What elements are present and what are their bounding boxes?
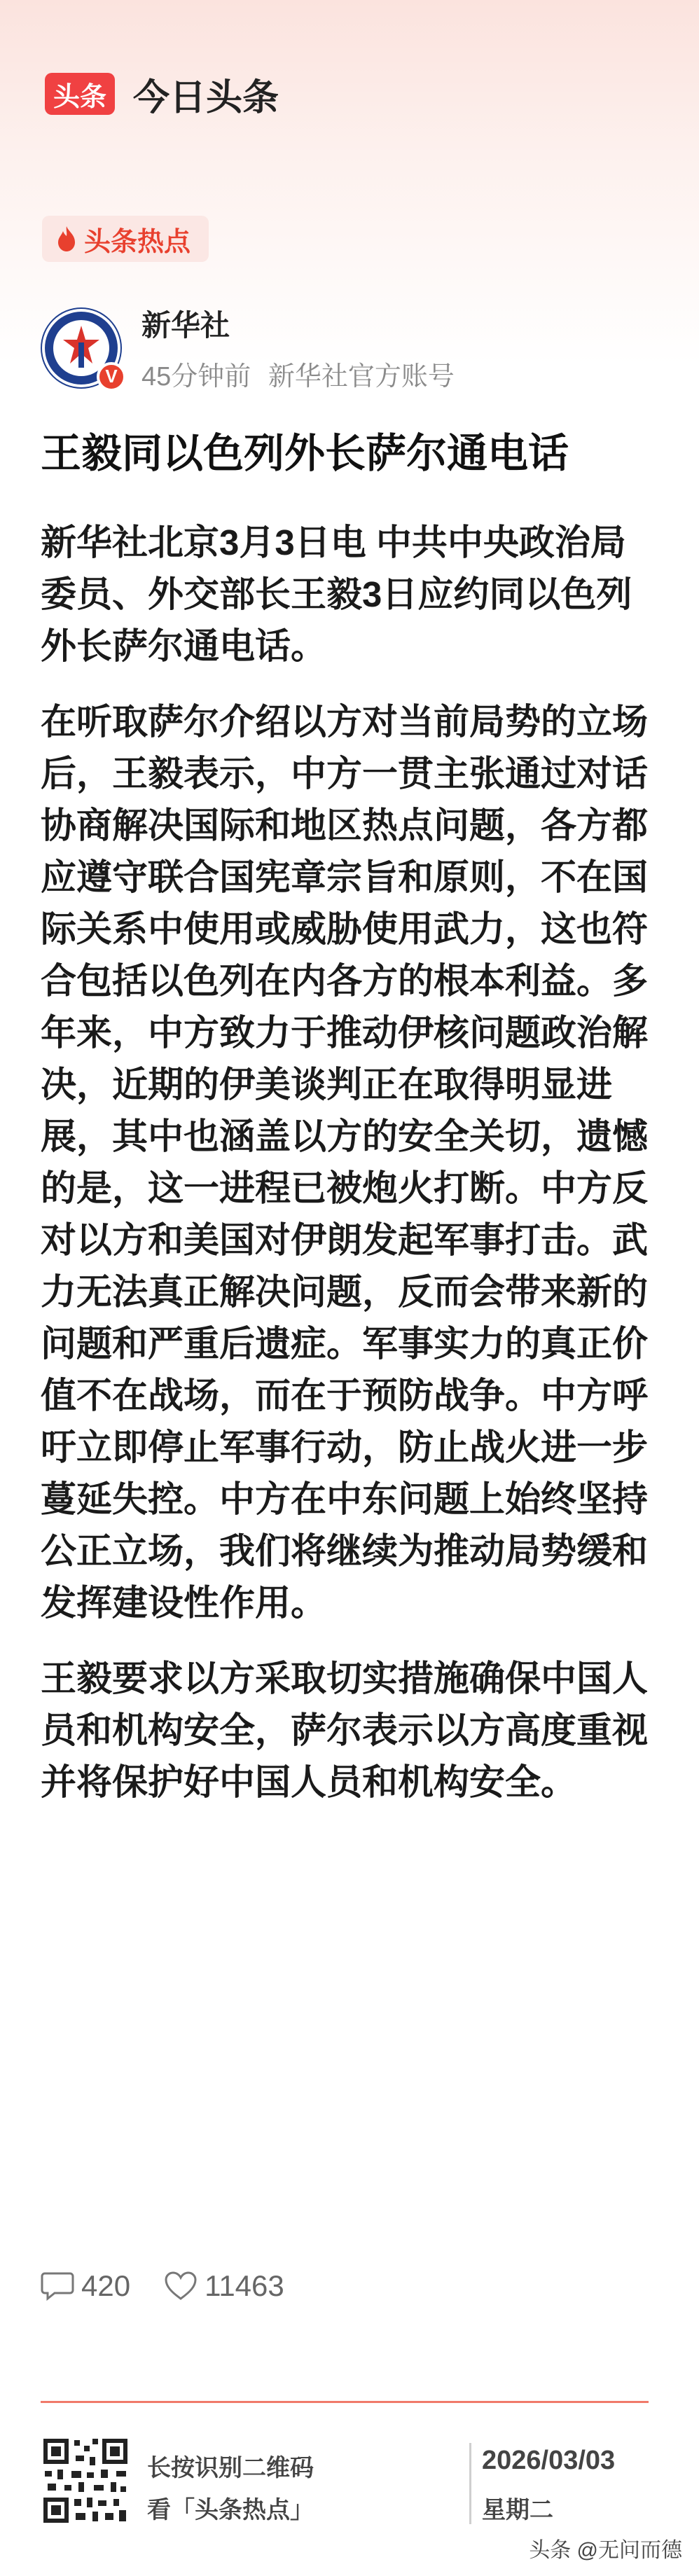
like-count: 11463 (205, 2269, 284, 2302)
article-body (41, 517, 657, 1832)
qr-source: 看「头条热点」 (147, 2497, 314, 2523)
author-block[interactable] (41, 303, 455, 393)
author-meta (141, 354, 455, 393)
article-title: 王毅同以色列外长萨尔通电话 (41, 431, 569, 476)
footer-weekday: 星期二 (482, 2497, 553, 2523)
qr-hint: 长按识别二维码 (147, 2455, 314, 2481)
hot-topic-tag[interactable] (42, 216, 209, 262)
app-name: 今日头条 (133, 77, 279, 118)
article-paragraph: 在听取萨尔介绍以方对当前局势的立场后，王毅表示，中方一贯主张通过对话协商解决国际和地区热点问题，各方都应遵守联合国宪章宗旨和原则，不在国际关系中使用或威胁使用武力，这也符合包括以色列在内各方的根本利益。多年来，中方致力于推动伊核问题政治解决，近期的伊美谈判正在取得明显进展，其中也涵盖以方的安全关切，遗憾的是，这一进程已被炮火打断。中方反对以方和美国对伊朗发起军事打击。武力无法真正解决问题，反而会带来新的问题和严重后遗症。军事实力的真正价值不在战场，而在于预防战争。中方呼吁立即停止军事行动，防止战火进一步蔓延失控。中方在中东问题上始终坚持公正立场，我们将继续为推动局势缓和发挥建设性作用。 (41, 702, 649, 1623)
action-bar (41, 2269, 318, 2303)
post-time: 45分钟前 (141, 362, 251, 392)
author-name[interactable]: 新华社 (141, 309, 230, 342)
app-header (45, 67, 279, 120)
article-paragraph: 新华社北京3月3日电 中共中央政治局委员、外交部长王毅3日应约同以色列外长萨尔通电话。 (41, 522, 632, 666)
verified-badge: V (97, 362, 126, 392)
watermark: 头条 @无问而德 (529, 2539, 682, 2562)
footer-divider (41, 2401, 649, 2403)
comment-icon (41, 2271, 74, 2301)
comment-count: 420 (81, 2269, 131, 2302)
flame-icon (56, 226, 77, 252)
comment-button[interactable] (41, 2269, 130, 2303)
like-button[interactable] (164, 2269, 284, 2303)
account-type: 新华社官方账号 (268, 362, 455, 392)
app-logo: 头条 (45, 73, 115, 115)
heart-icon (164, 2271, 198, 2301)
qr-code[interactable] (41, 2436, 130, 2526)
footer-separator (469, 2443, 471, 2524)
article-paragraph: 王毅要求以方采取切实措施确保中国人员和机构安全，萨尔表示以方高度重视并将保护好中国人员和机构安全。 (41, 1659, 649, 1802)
hot-topic-label: 头条热点 (84, 227, 191, 257)
footer-date: 2026/03/03 (482, 2446, 616, 2475)
avatar[interactable] (41, 307, 122, 389)
share-footer (41, 2436, 657, 2541)
